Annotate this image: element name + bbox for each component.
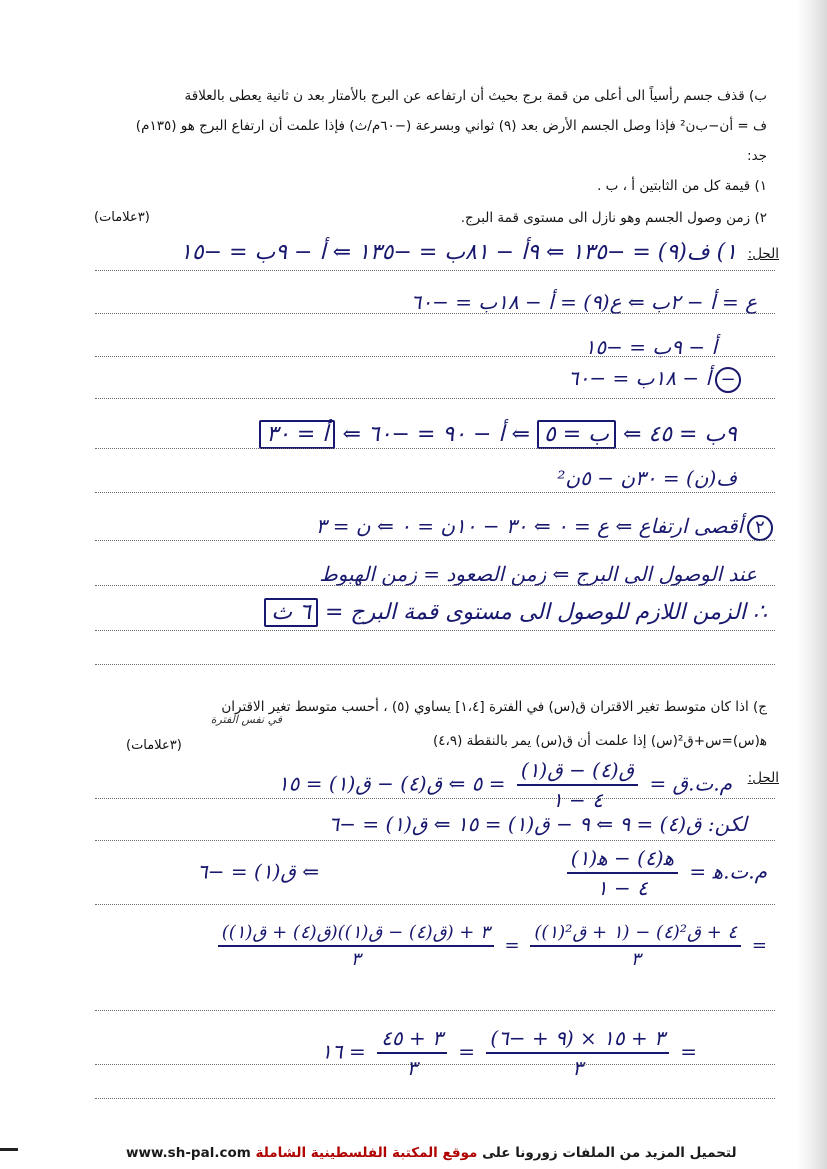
footer-site-name[interactable]: موقع المكتبة الفلسطينية الشاملة: [255, 1145, 478, 1161]
solution-b-step4: −أ − ١٨ب = −٦٠: [568, 366, 741, 393]
question-c-annotation: في نفس الفترة: [210, 713, 282, 726]
rule: [95, 448, 775, 449]
question-b-line1: ب) قذف جسم رأسياً الى أعلى من قمة برج بحيث أن ارتفاعه عن البرج بالأمتار بعد ﻥ ثانية يعطى بالعلاقة: [184, 88, 767, 104]
question-c-line2: ﻫ(س)=س+ق²(س) إذا علمت أن ق(س) يمر بالنقطة (٤،٩): [432, 733, 767, 749]
fraction: $\frac{\text{٤ + ق²(٤) − (١ + ق²(١))}}{٣}$: [530, 922, 741, 970]
question-b-find: جد:: [747, 148, 767, 164]
rule: [95, 356, 775, 357]
question-b-line2: ف = أﻥ−ﺏﻥ² فإذا وصل الجسم الأرض بعد (٩) ثواني وبسرعة (−٦٠م/ث) فإذا علمت أن ارتفاع البرج هو (١٣٥م): [135, 118, 767, 134]
footer-lead-text: لتحميل المزيد من الملفات زورونا على: [482, 1145, 737, 1161]
solution-c-line2: لكن: ق(٤) = ٩ ⇐ ٩ − ق(١) = ١٥ ⇐ ق(١) = −٦: [328, 812, 747, 836]
solution-b-step1: ١) ف(٩) = −١٣٥ ⇐ ٩أ − ٨١ب = −١٣٥ ⇐ أ − ٩ب = −١٥: [180, 240, 737, 265]
question-b-item1: ١) قيمة كل من الثابتين أ ، ب .: [597, 178, 767, 194]
footer-url[interactable]: www.sh-pal.com: [126, 1145, 251, 1161]
solution-c-line3: م.ت.ﻫ = $\frac{\text{ﻫ(٤) − ﻫ(١)}}{٤ - ١}$ ⇐ ق(١) = −٦: [197, 846, 767, 900]
rule: [95, 313, 775, 314]
question-b-marks: (٣علامات): [94, 210, 150, 225]
question-b-item2: ٢) زمن وصول الجسم وهو نازل الى مستوى قمة البرج.: [460, 210, 767, 226]
rule: [95, 1010, 775, 1011]
solution-c-line1: م.ت.ق = $\frac{\text{ق(٤) − ق(١)}}{٤ - ١}$ = ٥ ⇐ ق(٤) − ق(١) = ١٥: [277, 758, 732, 812]
fraction: $\frac{\text{ﻫ(٤) − ﻫ(١)}}{٤ - ١}$: [567, 846, 678, 900]
solution-b-step3: أ − ٩ب = −١٥: [584, 335, 717, 359]
rule: [95, 630, 775, 631]
solution-c-label: الحل:: [747, 770, 779, 786]
footer-banner: [126, 1145, 737, 1161]
answer-b-box: ب = ٥: [537, 420, 616, 449]
fraction: $\frac{\text{٣ + (ق(٤) − ق(١))(ق(٤) + ق(١))}}{٣}$: [218, 922, 494, 970]
fraction: $\frac{٣ + ٤٥}{٣}$: [377, 1026, 447, 1080]
question-c-line1: ج) اذا كان متوسط تغير الاقتران ق(س) في الفترة [١،٤] يساوي (٥) ، أحسب متوسط تغير الاقتران: [221, 699, 767, 715]
rule: [95, 398, 775, 399]
fraction: $\frac{\text{ق(٤) − ق(١)}}{٤ - ١}$: [517, 758, 638, 812]
fraction: $\frac{٣ + ١٥ \times (٩ + -٦)}{٣}$: [486, 1026, 669, 1080]
footer-left-dash: [0, 1148, 18, 1151]
solution-b-step7: ٢أقصى ارتفاع ⇐ ع = ٠ ⇐ ٣٠ − ١٠ﻥ = ٠ ⇐ ﻥ = ٣: [316, 514, 773, 541]
rule: [95, 1064, 775, 1065]
rule: [95, 904, 775, 905]
solution-b-step5: ٩ب = ٤٥ ⇐ ب = ٥ ⇐ أ − ٩٠ = −٦٠ ⇐ أ = ٣٠: [259, 422, 737, 447]
solution-c-line5: = $\frac{٣ + ١٥ \times (٩ + -٦)}{٣}$ = $\frac{٣ + ٤٥}{٣}$ = ١٦: [321, 1026, 697, 1080]
rule: [95, 492, 775, 493]
solution-b-step9: ∴ الزمن اللازم للوصول الى مستوى قمة البرج = ٦ ث: [264, 600, 767, 625]
solution-b-step2: ع = أ − ٢ب ⇐ ع(٩) = أ − ١٨ب = −٦٠: [410, 290, 757, 314]
rule: [95, 1098, 775, 1099]
page-edge-shadow: [797, 0, 827, 1169]
item-2-circle-icon: ٢: [747, 515, 773, 541]
rule: [95, 540, 775, 541]
minus-circle-icon: −: [715, 367, 741, 393]
rule: [95, 664, 775, 665]
answer-a-box: أ = ٣٠: [259, 420, 335, 449]
answer-time-box: ٦ ث: [264, 598, 318, 627]
solution-b-step8: عند الوصول الى البرج ⇐ زمن الصعود = زمن الهبوط: [319, 562, 757, 586]
rule: [95, 585, 775, 586]
solution-c-line4: = $\frac{\text{٤ + ق²(٤) − (١ + ق²(١))}}{٣}$ = $\frac{\text{٣ + (ق(٤) − ق(١))(ق(٤) + ق(١))}}{٣}$: [213, 922, 767, 970]
solution-b-step6: ف(ﻥ) = ٣٠ﻥ − ٥ﻥ²: [557, 466, 737, 490]
rule: [95, 798, 775, 799]
rule: [95, 840, 775, 841]
question-c-marks: (٣علامات): [126, 738, 182, 753]
rule: [95, 270, 775, 271]
solution-b-label: الحل:: [747, 246, 779, 262]
